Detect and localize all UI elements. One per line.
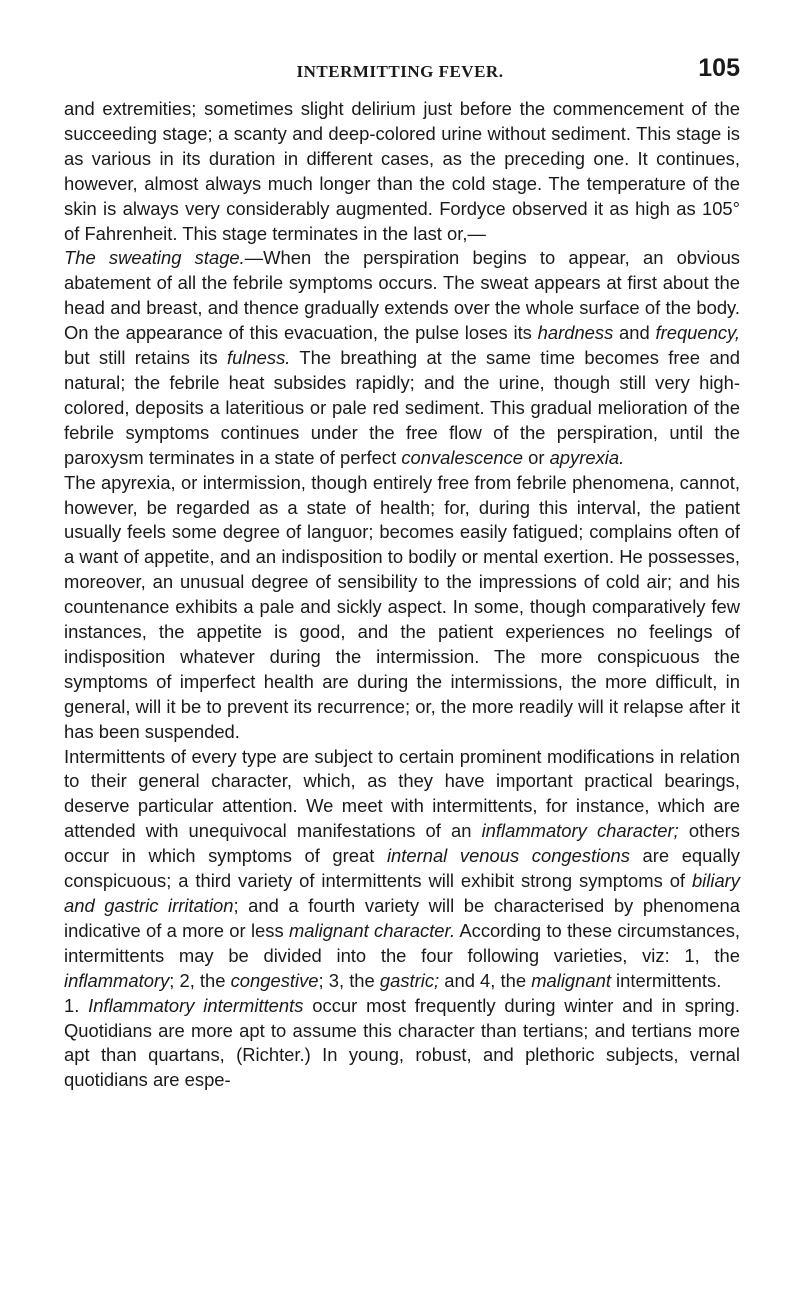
text-run: and	[613, 322, 656, 344]
text-run: intermittents.	[610, 969, 722, 991]
italic-run: hardness	[537, 322, 614, 344]
body-text	[64, 97, 740, 1093]
italic-run: gastric;	[379, 969, 440, 991]
italic-run: The sweating stage.	[64, 247, 245, 269]
italic-run: internal venous congestions	[386, 845, 630, 867]
text-run: According to these circumstances, intermittents may be divided into the four following varieties, viz: 1, the	[64, 919, 740, 966]
italic-run: inflammatory	[64, 969, 170, 991]
italic-run: Inflammatory intermittents	[88, 994, 304, 1016]
italic-run: apyrexia.	[549, 446, 625, 468]
text-run: or	[522, 446, 550, 468]
paragraph	[64, 471, 740, 745]
paragraph	[64, 97, 740, 246]
text-run: and extremities; sometimes slight delirium just before the commencement of the succeeding stage; a scanty and deep-colored urine without sediment. This stage is as various in its duration in different cases, as the preceding one. It continues, however, almost always much longer than the cold stage. The temperature of the skin is always very considerably augmented. Fordyce observed it as high as 105° of Fahrenheit. This stage terminates in the last or,—	[64, 98, 740, 244]
paragraph	[64, 246, 740, 470]
italic-run: biliary and gastric irritation	[64, 870, 740, 916]
text-run: are equally conspicuous; a third variety of intermittents will exhibit strong symptoms of	[64, 845, 740, 892]
text-run: Intermittents of every type are subject to certain prominent modifications in relation to their general character, which, as they have important practical bearings, deserve particular attention. We meet with intermittents, for instance, which are attended with unequivocal manifestations of an	[64, 745, 740, 842]
page-number: 105	[698, 54, 740, 82]
paragraph	[64, 994, 740, 1094]
running-title: INTERMITTING FEVER.	[296, 62, 504, 81]
text-run: others occur in which symptoms of great	[64, 820, 740, 867]
italic-run: congestive	[230, 969, 319, 991]
text-run: ; 3, the	[318, 969, 380, 991]
italic-run: convalescence	[401, 446, 523, 468]
paragraph	[64, 745, 740, 994]
text-run: occur most frequently during winter and in spring. Quotidians are more apt to assume this character than tertians; and tertians more apt than quartans, (Richter.) In young, robust, and plethoric subjects, vernal quotidians are espe-	[64, 994, 741, 1091]
text-run: ; 2, the	[169, 969, 231, 991]
italic-run: malignant character.	[288, 919, 456, 941]
italic-run: inflammatory character;	[481, 820, 679, 842]
text-run: ; and a fourth variety will be characterised by phenomena indicative of a more or less	[64, 895, 740, 941]
italic-run: frequency,	[655, 322, 740, 344]
text-run: The breathing at the same time becomes free and natural; the febrile heat subsides rapidly; and the urine, though still very high-colored, deposits a lateritious or pale red sediment. This gradual melioration of the febrile symptoms continues under the free flow of the perspiration, until the paroxysm terminates in a state of perfect	[64, 347, 741, 468]
text-run: —When the perspiration begins to appear, an obvious abatement of all the febrile symptoms occurs. The sweat appears at first about the head and breast, and thence gradually extends over the whole surface of the body. On the appearance of this evacuation, the pulse loses its	[64, 247, 741, 344]
italic-run: malignant	[531, 969, 611, 991]
text-run: and 4, the	[439, 969, 532, 991]
page-header	[60, 50, 740, 90]
text-run: 1.	[64, 994, 89, 1016]
text-run: but still retains its	[64, 347, 228, 369]
text-run: The apyrexia, or intermission, though entirely free from febrile phenomena, cannot, however, be regarded as a state of health; for, during this interval, the patient usually feels some degree of languor; becomes easily fatigued; complains often of a want of appetite, and an indisposition to bodily or mental exertion. He possesses, moreover, an unusual degree of sensibility to the impressions of cold air; and his countenance exhibits a pale and sickly aspect. In some, though comparatively few instances, the appetite is good, and the patient experiences no feelings of indisposition whatever during the intermission. The more conspicuous the symptoms of imperfect health are during the intermissions, the more difficult, in general, will it be to prevent its recurrence; or, the more readily will it relapse after it has been suspended.	[64, 471, 740, 742]
italic-run: fulness.	[227, 347, 291, 369]
